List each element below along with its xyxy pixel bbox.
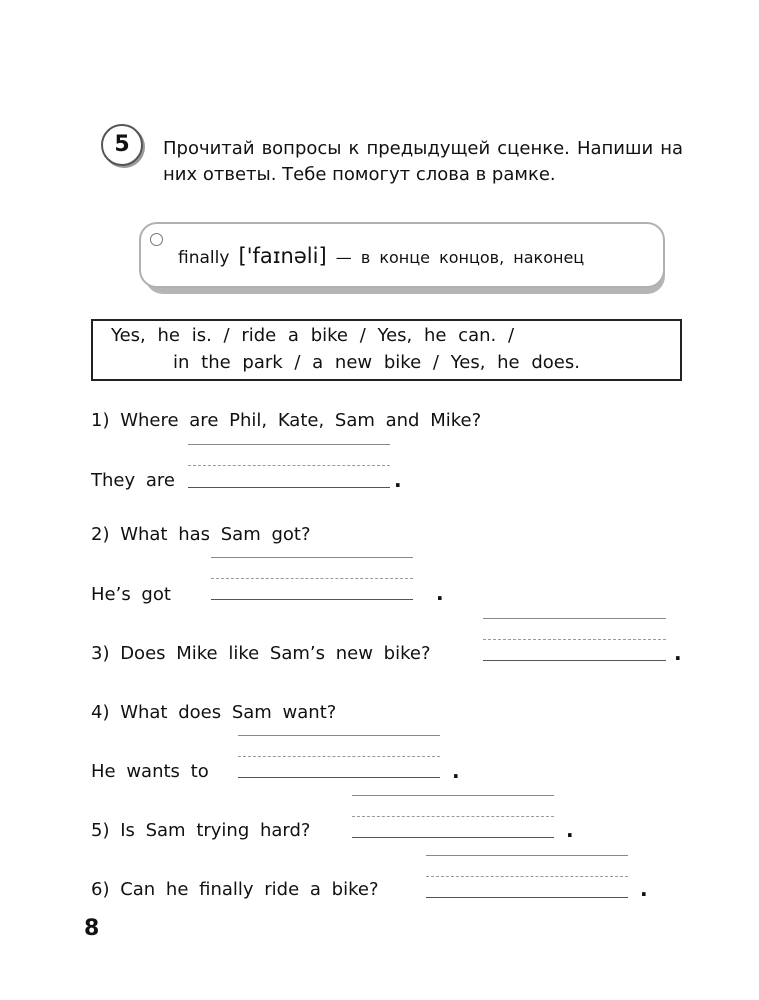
question-3: 3) Does Mike like Sam’s new bike?: [91, 643, 431, 664]
answer-4-start: He wants to: [91, 761, 209, 782]
word-bank-line-2: in the park / a new bike / Yes, he does.: [173, 352, 580, 373]
word-bank-line-1: Yes, he is. / ride a bike / Yes, he can. /: [111, 325, 515, 346]
circle-bullet-icon: [150, 233, 163, 246]
answer-1-line[interactable]: [188, 487, 390, 488]
writing-line-dashed: [188, 465, 390, 466]
question-6: 6) Can he finally ride a bike?: [91, 879, 379, 900]
vocab-dash: —: [335, 248, 352, 267]
exercise-number-badge: [101, 124, 143, 166]
answer-5-line[interactable]: [352, 837, 554, 838]
answer-2-period: .: [436, 581, 444, 605]
word-bank-box: [91, 319, 682, 381]
answer-1-start: They are: [91, 470, 175, 491]
vocab-transcription: ['faɪnəli]: [238, 244, 327, 268]
answer-3-line[interactable]: [483, 660, 666, 661]
answer-2-start: He’s got: [91, 584, 171, 605]
writing-line-top: [352, 795, 554, 796]
answer-4-line[interactable]: [238, 777, 440, 778]
writing-line-dashed: [426, 876, 628, 877]
answer-2-line[interactable]: [211, 599, 413, 600]
answer-6-line[interactable]: [426, 897, 628, 898]
vocab-word: finally: [178, 248, 230, 268]
writing-line-dashed: [211, 578, 413, 579]
writing-line-dashed: [483, 639, 666, 640]
answer-4-period: .: [452, 759, 460, 783]
answer-6-period: .: [640, 877, 648, 901]
question-5: 5) Is Sam trying hard?: [91, 820, 311, 841]
vocab-translation: в конце концов, наконец: [360, 248, 585, 267]
writing-line-top: [426, 855, 628, 856]
page-number: 8: [84, 916, 100, 941]
question-4: 4) What does Sam want?: [91, 702, 337, 723]
answer-5-period: .: [566, 818, 574, 842]
writing-line-top: [211, 557, 413, 558]
question-2: 2) What has Sam got?: [91, 524, 311, 545]
answer-1-period: .: [394, 468, 402, 492]
writing-line-top: [238, 735, 440, 736]
vocab-entry: [178, 244, 584, 268]
question-1: 1) Where are Phil, Kate, Sam and Mike?: [91, 410, 482, 431]
writing-line-top: [188, 444, 390, 445]
answer-3-period: .: [674, 641, 682, 665]
writing-line-top: [483, 618, 666, 619]
vocab-box: [139, 222, 665, 288]
writing-line-dashed: [352, 816, 554, 817]
exercise-instruction: Прочитай вопросы к предыдущей сценке. Напиши на них ответы. Тебе помогут слова в рамке.: [163, 138, 683, 185]
exercise-number: 5: [114, 132, 130, 157]
writing-line-dashed: [238, 756, 440, 757]
